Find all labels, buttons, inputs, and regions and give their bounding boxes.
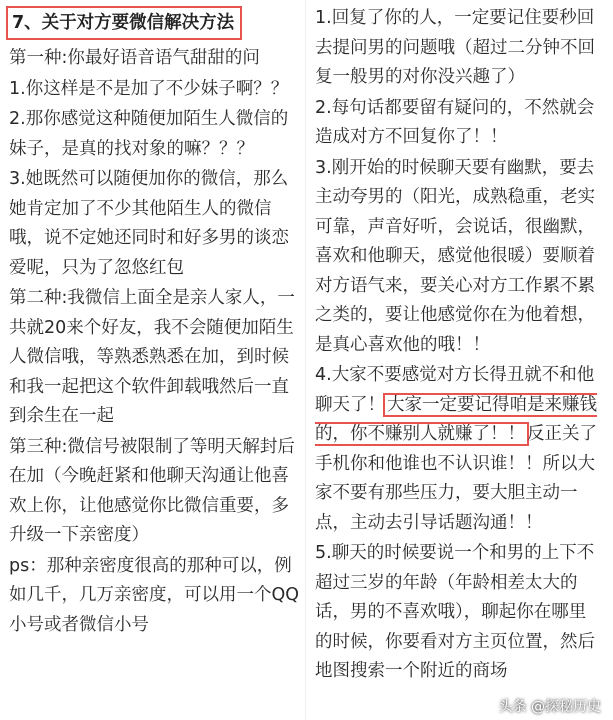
tip-4-rest: 反正关了手机你和他谁也不认识谁！！所以大家不要有那些压力，要大胆主动一点，主动去引导话题沟通！！ bbox=[315, 424, 597, 533]
method-two: 第二种:我微信上面全是亲人家人，一共就20来个好友，我不会随便加陌生人微信哦，等熟悉熟悉在加，到时候和我一起把这个软件卸载哦然后一直到余生在一起 bbox=[9, 288, 295, 426]
section-heading: 7、关于对方要微信解决方法 bbox=[6, 6, 242, 40]
watermark: 头条 @探秘历史 bbox=[498, 699, 601, 715]
tip-2: 2.每句话都要留有疑问的，不然就会造成对方不回复你了！！ bbox=[315, 97, 595, 147]
method-one-point-1: 1.你这样是不是加了不少妹子啊？？ bbox=[9, 78, 289, 99]
method-three: 第三种:微信号被限制了等明天解封后在加（今晚赶紧和他聊天沟通让他喜欢上你，让他感觉你比微信重要，多升级一下亲密度） bbox=[9, 436, 295, 545]
tip-4-lead: 4.大家不要感觉对方长得丑就不和他聊天了！ bbox=[315, 365, 595, 415]
tip-1: 1.回复了你的人，一定要记住要秒回去提问男的问题哦（超过二分钟不回复一般男的对你没兴趣了） bbox=[315, 8, 595, 87]
left-column bbox=[0, 0, 306, 720]
highlighted-phrase: 大家一定要记得咱是来赚钱的，你不赚别人就赚了！！ bbox=[315, 394, 597, 444]
method-one-point-2: 2.那你感觉这种随便加陌生人微信的妹子，是真的找对象的嘛？？？ bbox=[9, 109, 289, 159]
method-one-point-3: 3.她既然可以随便加你的微信，那么她肯定加了不少其他陌生人的微信哦，说不定她还同时和好多男的谈恋爱呢，只为了忽悠红包 bbox=[9, 169, 289, 278]
right-column bbox=[306, 0, 613, 720]
ps-note: ps：那种亲密度很高的那种可以，例如几千，几万亲密度，可以用一个QQ小号或者微信小号 bbox=[9, 555, 300, 635]
tip-4 bbox=[315, 361, 603, 538]
tip-5: 5.聊天的时候要说一个和男的上下不超过三岁的年龄（年龄相差太大的话，男的不喜欢哦），聊起你在哪里的时候，你要看对方主页位置，然后地图搜索一个附近的商场 bbox=[315, 543, 595, 681]
method-one-title: 第一种:你最好语音语气甜甜的问 bbox=[9, 48, 260, 68]
tip-3: 3.刚开始的时候聊天要有幽默，要去主动夸男的（阳光，成熟稳重，老实可靠，声音好听，会说话，很幽默，喜欢和他聊天，感觉他很暖）要顺着对方语气来，要关心对方工作累不累之类的，要让他感觉你在为他着想，是真心喜欢他的哦！！ bbox=[315, 157, 595, 355]
